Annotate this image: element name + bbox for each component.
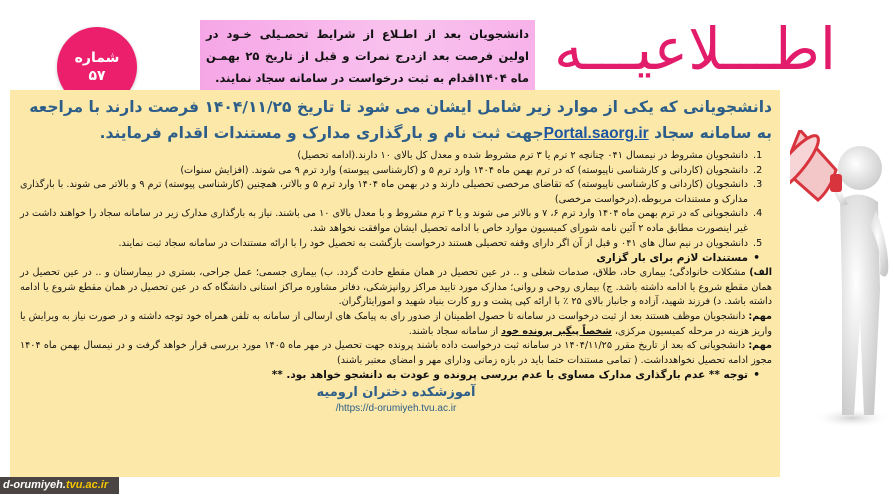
important-after: از سامانه سجاد باشند. bbox=[408, 325, 502, 337]
docs-label: الف) bbox=[749, 267, 772, 279]
headline-part2: جهت ثبت نام و بارگذاری مدارک و مستندات اقدام فرمایند. bbox=[99, 124, 544, 142]
important-note-1 bbox=[20, 310, 772, 339]
required-documents bbox=[20, 266, 772, 310]
intro-note-box bbox=[200, 20, 535, 90]
docs-body: مشکلات خانوادگی؛ بیماری حاد، طلاق، صدمات شغلی و .. در عین تحصیل در همان مقطع حادث گردد. ب) بیماری جسمی؛ عمل جراحی، بستری در بیمارستان و .. در عین تحصیل در همان مقطع شروع یا ادامه داشته باشد. ج) بیماری روحی و روانی؛ مدارک مورد تایید مراکز روانپزشکی، دفاتر مشاوره مراکز استانی دانشگاه که در عین تحصیل در همان مقطع شروع یا ادامه داشته باشد. د) فرزند شهید، آزاده و جانباز بالای ۲۵ ٪ با ارائه کپی پشت و رو کارت بنیاد شهید و امورایثارگران. bbox=[20, 267, 772, 308]
megaphone-icon bbox=[790, 130, 842, 200]
bullet-icon: • bbox=[753, 369, 760, 382]
watermark-domain: tvu.ac.ir bbox=[65, 479, 109, 491]
warning-text: توجه ** عدم بارگذاری مدارک مساوی با عدم بررسی پرونده و عودت به دانشجو خواهد بود. ** bbox=[271, 369, 748, 382]
megaphone-person-illustration bbox=[790, 130, 894, 450]
important-label: مهم: bbox=[748, 340, 772, 352]
page-title: اطـــلاعیـــه bbox=[553, 15, 837, 83]
warning-note bbox=[20, 368, 772, 383]
bullet-icon: • bbox=[753, 252, 760, 265]
list-item: 2. دانشجویان (کاردانی و کارشناسی ناپیوسته) که در ترم بهمن ماه ۱۴۰۴ وارد ترم ۵ و (کارشناسی پیوسته) وارد ترم ۹ می شوند. (افزایش سنوات) bbox=[20, 164, 750, 179]
important-note-2 bbox=[20, 339, 772, 368]
list-item: 1. دانشجویان مشروط در نیمسال ۰۴۱ چنانچه ۲ ترم یا ۳ ترم مشروط شده و معدل کل بالای ۱۰ دارند.(ادامه تحصیل) bbox=[20, 149, 750, 164]
docs-heading bbox=[20, 251, 772, 266]
docs-heading-text: مستندات لازم برای بار گزاری bbox=[596, 252, 748, 265]
headline bbox=[20, 94, 772, 147]
intro-note-text: دانشجویان بعد از اطـلاع از شرایط تحصـیلی خـود در اولین فرصت بعد ازدرج نمرات و قبل از تاریخ ۲۵ بهمـن ماه ۱۴۰۴اقدام به ثبت درخواست در سامانه سجاد نمایند. bbox=[206, 27, 529, 85]
important-emphasis: شخصاً پیگیر پرونده خود bbox=[501, 325, 612, 337]
announcement-panel bbox=[10, 90, 780, 477]
site-watermark bbox=[0, 477, 119, 494]
badge-label: شماره bbox=[74, 50, 120, 66]
eligibility-list bbox=[20, 149, 772, 251]
headline-part1: دانشجویانی که یکی از موارد زیر شامل ایشان می شود تا تاریخ ۱۴۰۴/۱۱/۲۵ فرصت دارند با مراجعه به سامانه سجاد bbox=[29, 98, 772, 142]
watermark-site: d-orumiyeh. bbox=[3, 479, 66, 491]
portal-link[interactable]: Portal.saorg.ir bbox=[543, 125, 649, 142]
important-body: دانشجویانی که بعد از تاریخ مقرر ۱۴۰۴/۱۱/۲۵ در سامانه ثبت درخواست داده باشند پرونده جهت تحصیل در مهر ماه ۱۴۰۵ مورد بررسی قرار خواهد گرفت و در نیمسال بهمن ماه ۱۴۰۴ مجوز ادامه تحصیل نخواهدداشت. ( تمامی مستندات حتما باید در بازه زمانی ودارای مهر و امضای معتبر باشند) bbox=[20, 340, 772, 366]
list-item: 5. دانشجویان در نیم سال های ۰۴۱ و قبل از آن اگر دارای وقفه تحصیلی هستند درخواست بازگشت به تحصیل خود را با ارائه مستندات در سامانه سجاد ثبت نمایند. bbox=[20, 237, 750, 252]
org-name: آموزشکده دختران ارومیه bbox=[316, 385, 476, 401]
badge-number: ۵۷ bbox=[88, 68, 106, 84]
org-url-link[interactable]: https://d-orumiyeh.tvu.ac.ir/ bbox=[335, 403, 457, 415]
important-label: مهم: bbox=[748, 310, 772, 322]
list-item: 4. دانشجویانی که در ترم بهمن ماه ۱۴۰۴ وارد ترم ۶، ۷ و بالاتر می شوند و یا ۳ ترم مشروط و با معدل بالای ۱۰ می باشند. نیاز به بارگذاری مدارک زیر در سامانه سجاد را خواهند داشت در غیر اینصورت مطابق ماده ۲ آئین نامه شورای کمیسیون موارد خاص با ادامه تحصیل ایشان موافقت نخواهد شد. bbox=[20, 207, 750, 236]
list-item: 3. دانشجویان (کاردانی و کارشناسی ناپیوسته) که تقاضای مرخصی تحصیلی دارند و در بهمن ماه ۱۴۰۴ وارد ترم ۵ و بالاتر، همچنین (کارشناسی پیوسته) ترم ۹ و بالاتر می شوند. با بارگذاری مدارک و مستندات مربوطه.(درخواست مرخصی) bbox=[20, 178, 750, 207]
important-before: دانشجویان موظف هستند بعد از ثبت درخواست در سامانه تا حصول اطمینان از صدور رای به پیامک های ارسالی از سامانه به تلفن همراه خود توجه داشته و در صورت نیاز به ویرایش یا واریز هزینه در مرحله کمیسیون مرکزی، bbox=[20, 310, 772, 337]
